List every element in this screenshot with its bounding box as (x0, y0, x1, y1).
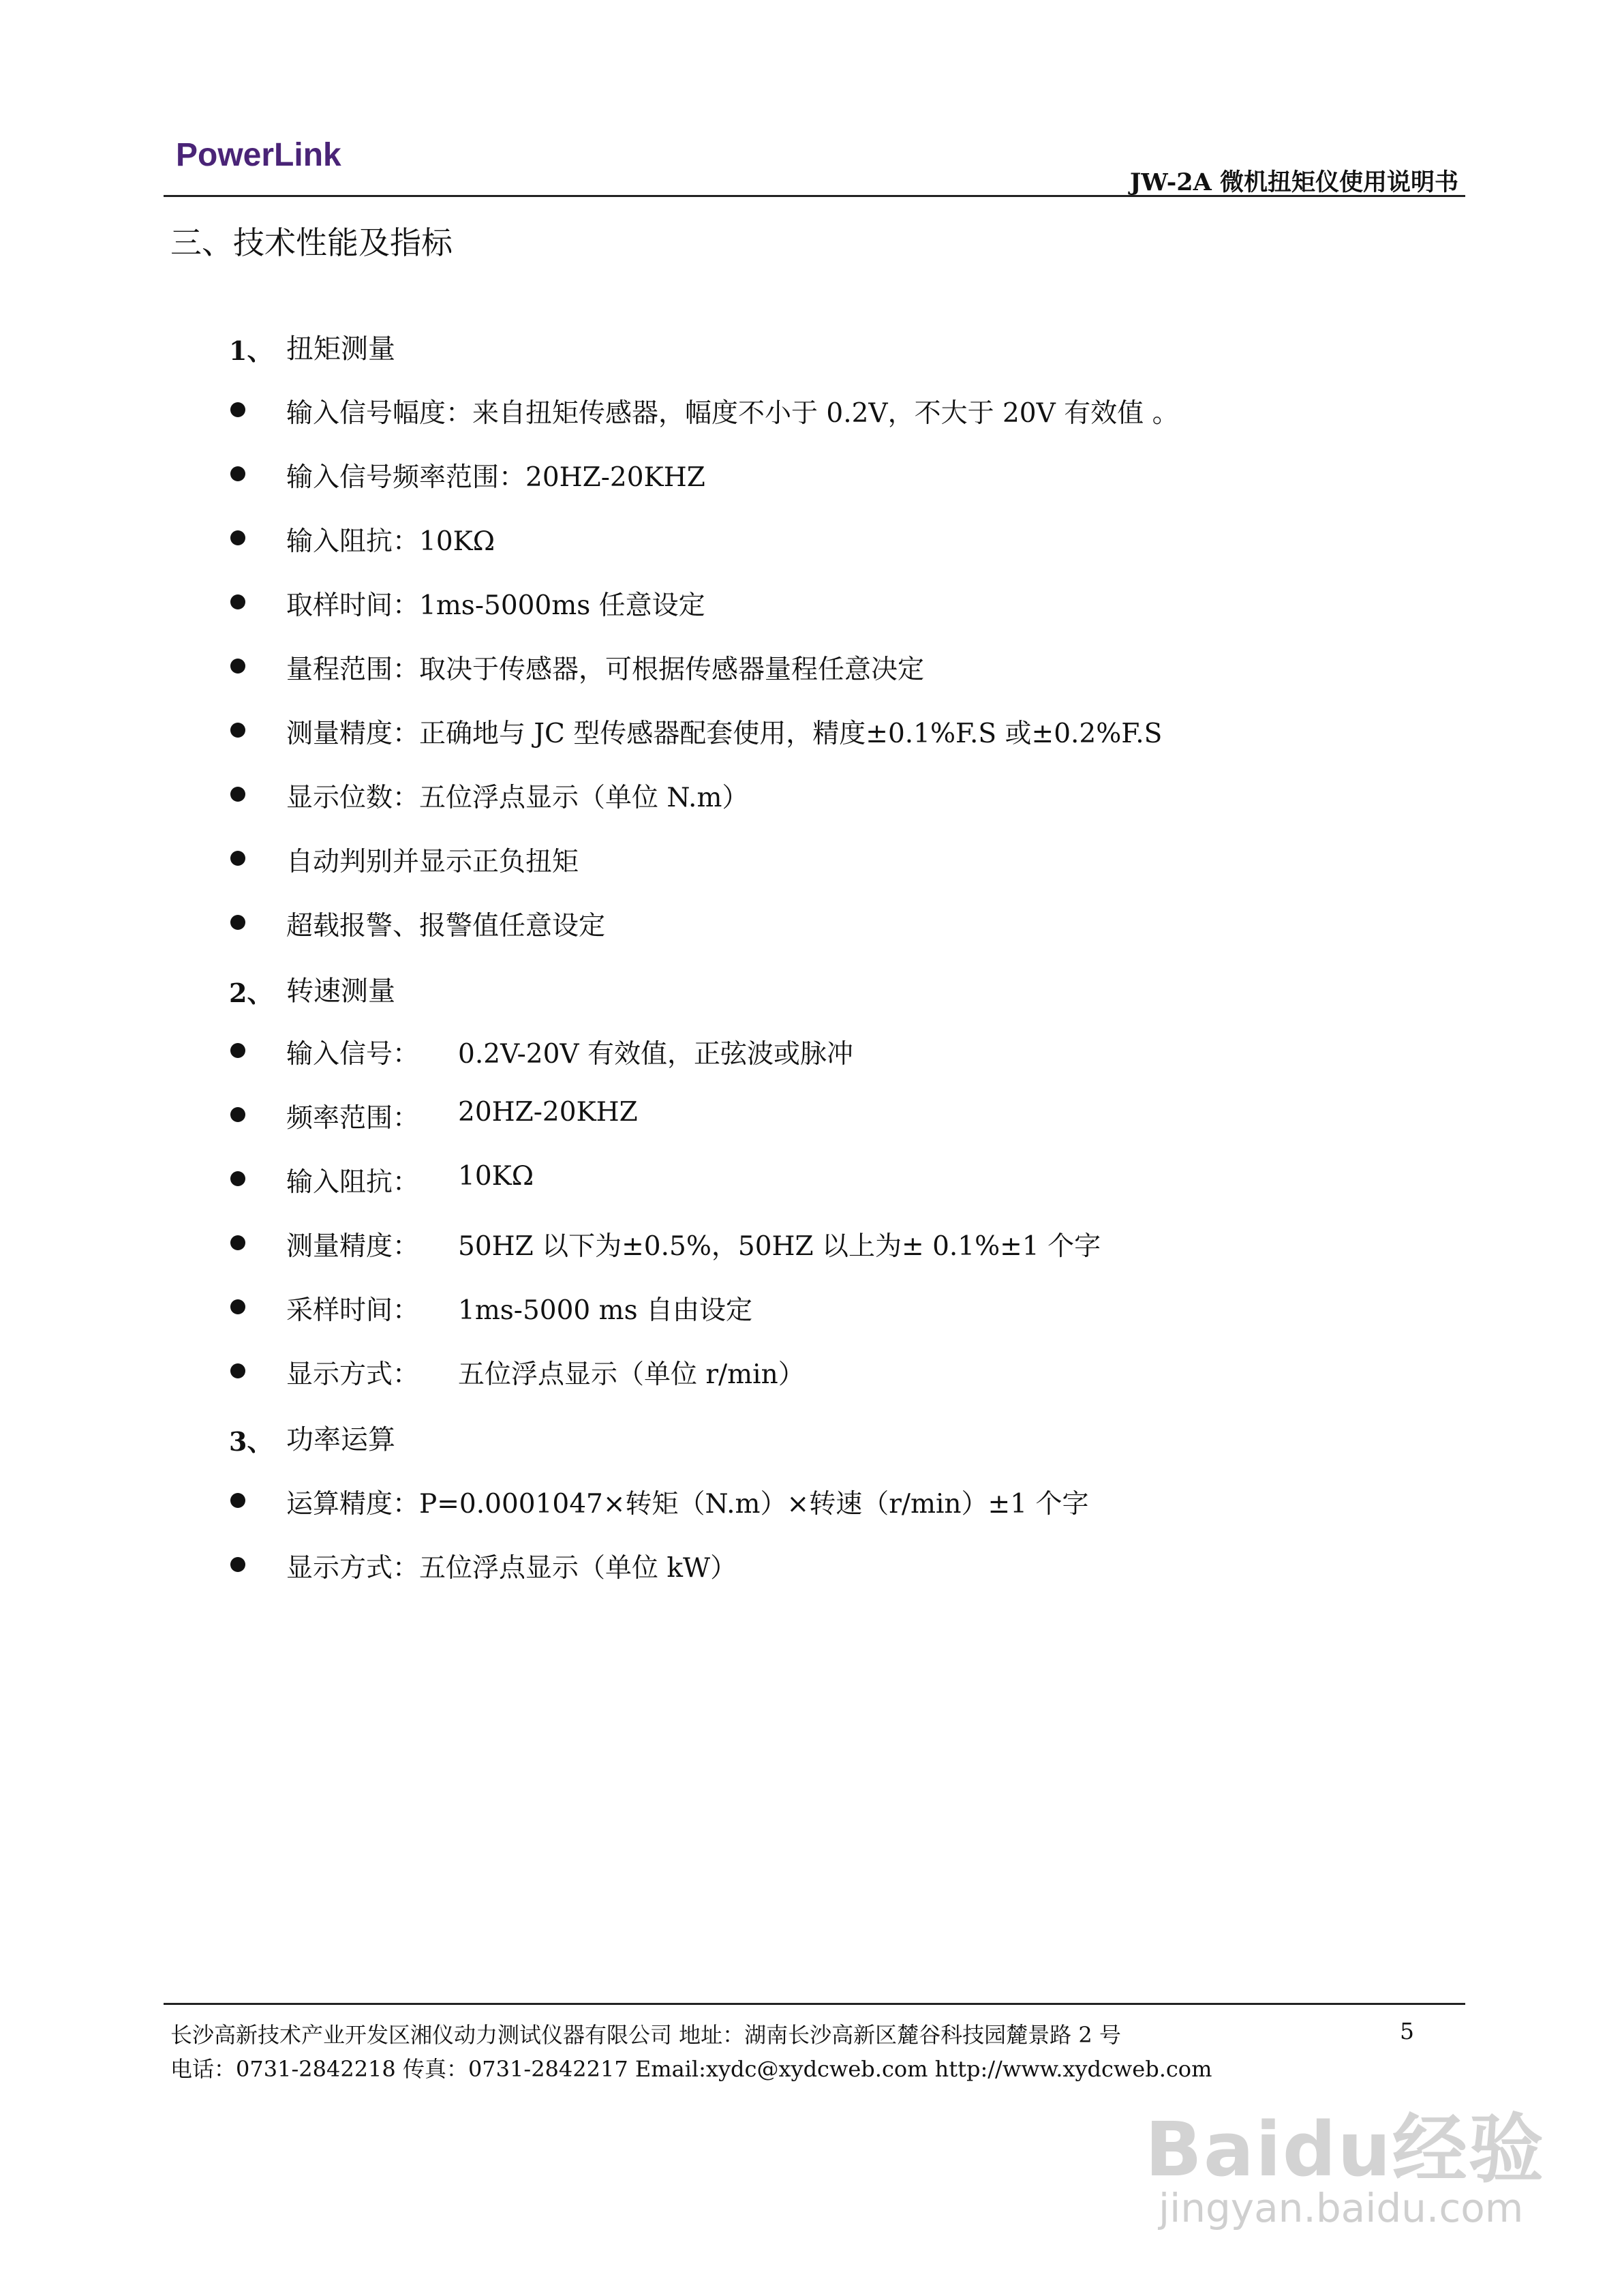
bullet-icon (230, 915, 245, 930)
list-item (286, 456, 705, 494)
bullet-icon (230, 1235, 245, 1250)
item-label: 运算精度： (286, 1489, 420, 1520)
bullet-icon (230, 1171, 245, 1186)
list-item (286, 905, 605, 943)
item-label: 采样时间： (286, 1295, 420, 1326)
item-value: 取决于传感器，可根据传感器量程任意决定 (419, 654, 925, 685)
bullet-icon (230, 1557, 245, 1572)
item-label: 取样时间： (286, 590, 420, 621)
item-label: 测量精度： (286, 1231, 420, 1262)
item-value: 正确地与 JC 型传感器配套使用，精度±0.1%F.S 或±0.2%F.S (419, 719, 1163, 749)
item-value: 50HZ 以下为±0.5%，50HZ 以上为± 0.1%±1 个字 (458, 1231, 1101, 1262)
section-title: 三、技术性能及指标 (170, 224, 453, 261)
bullet-icon (230, 787, 245, 802)
item-label: 输入阻抗： (286, 1167, 420, 1198)
item-value: 0.2V-20V 有效值，正弦波或脉冲 (458, 1039, 853, 1070)
footer-divider (164, 2003, 1465, 2005)
page-number: 5 (1400, 2018, 1414, 2044)
bullet-icon (230, 1043, 245, 1058)
subsection-number: 3、 (229, 1426, 273, 1457)
list-item (286, 648, 924, 686)
list-item (286, 584, 705, 622)
item-value: P=0.0001047×转矩（N.m）×转速（r/min）±1 个字 (419, 1489, 1089, 1520)
bullet-icon (230, 530, 245, 545)
subsection-title: 扭矩测量 (286, 333, 395, 365)
item-value: 1ms-5000 ms 自由设定 (458, 1295, 753, 1326)
item-value: 五位浮点显示（单位 kW） (419, 1553, 737, 1584)
bullet-icon (230, 851, 245, 866)
item-value: 五位浮点显示（单位 r/min） (458, 1359, 805, 1390)
subsection-number: 2、 (229, 978, 273, 1008)
subsection-title: 转速测量 (286, 976, 395, 1007)
bullet-icon (230, 466, 245, 481)
item-label: 显示方式： (286, 1359, 420, 1390)
item-label: 频率范围： (286, 1103, 420, 1134)
header-divider (164, 195, 1465, 197)
list-item (286, 392, 1179, 430)
footer-company-address: 长沙高新技术产业开发区湘仪动力测试仪器有限公司 地址：湖南长沙高新区麓谷科技园麓景路 2 号 (170, 2022, 1121, 2048)
bullet-icon (230, 659, 245, 674)
subsection-title: 功率运算 (286, 1424, 395, 1455)
item-label: 输入信号幅度： (286, 398, 473, 429)
item-label: 量程范围： (286, 654, 420, 685)
item-value: 五位浮点显示（单位 N.m） (419, 783, 749, 813)
item-value: 10KΩ (458, 1161, 534, 1192)
document-title: JW-2A 微机扭矩仪使用说明书 (1129, 168, 1458, 196)
bullet-icon (230, 1363, 245, 1378)
item-label: 显示位数： (286, 783, 420, 813)
item-label: 输入信号： (286, 1039, 420, 1070)
item-value: 20HZ-20KHZ (525, 462, 705, 493)
item-label: 输入阻抗： (286, 526, 420, 557)
bullet-icon (230, 594, 245, 609)
list-item (286, 841, 579, 879)
bullet-icon (230, 1493, 245, 1508)
item-value: 1ms-5000ms 任意设定 (419, 590, 705, 621)
item-label: 超载报警、报警值任意设定 (286, 911, 606, 941)
item-value: 来自扭矩传感器，幅度不小于 0.2V，不大于 20V 有效值 。 (472, 398, 1179, 429)
item-label: 自动判别并显示正负扭矩 (286, 847, 579, 877)
bullet-icon (230, 1107, 245, 1122)
list-item (286, 1483, 1088, 1521)
watermark-url: jingyan.baidu.com (1159, 2185, 1524, 2231)
powerlink-logo: PowerLink (176, 137, 341, 173)
bullet-icon (230, 1299, 245, 1314)
list-item (286, 520, 495, 558)
item-label: 测量精度： (286, 719, 420, 749)
list-item (286, 712, 1162, 751)
footer-contact: 电话：0731-2842218 传真：0731-2842217 Email:xydc@xydcweb.com http://www.xydcweb.com (170, 2056, 1212, 2082)
bullet-icon (230, 402, 245, 417)
item-label: 显示方式： (286, 1553, 420, 1584)
bullet-icon (230, 723, 245, 738)
item-value: 10KΩ (419, 526, 495, 557)
list-item (286, 776, 748, 815)
baidu-watermark-logo: Baidu经验 (1145, 2106, 1545, 2193)
item-value: 20HZ-20KHZ (458, 1097, 638, 1128)
subsection-number: 1、 (229, 335, 273, 366)
list-item (286, 1547, 737, 1585)
item-label: 输入信号频率范围： (286, 462, 526, 493)
